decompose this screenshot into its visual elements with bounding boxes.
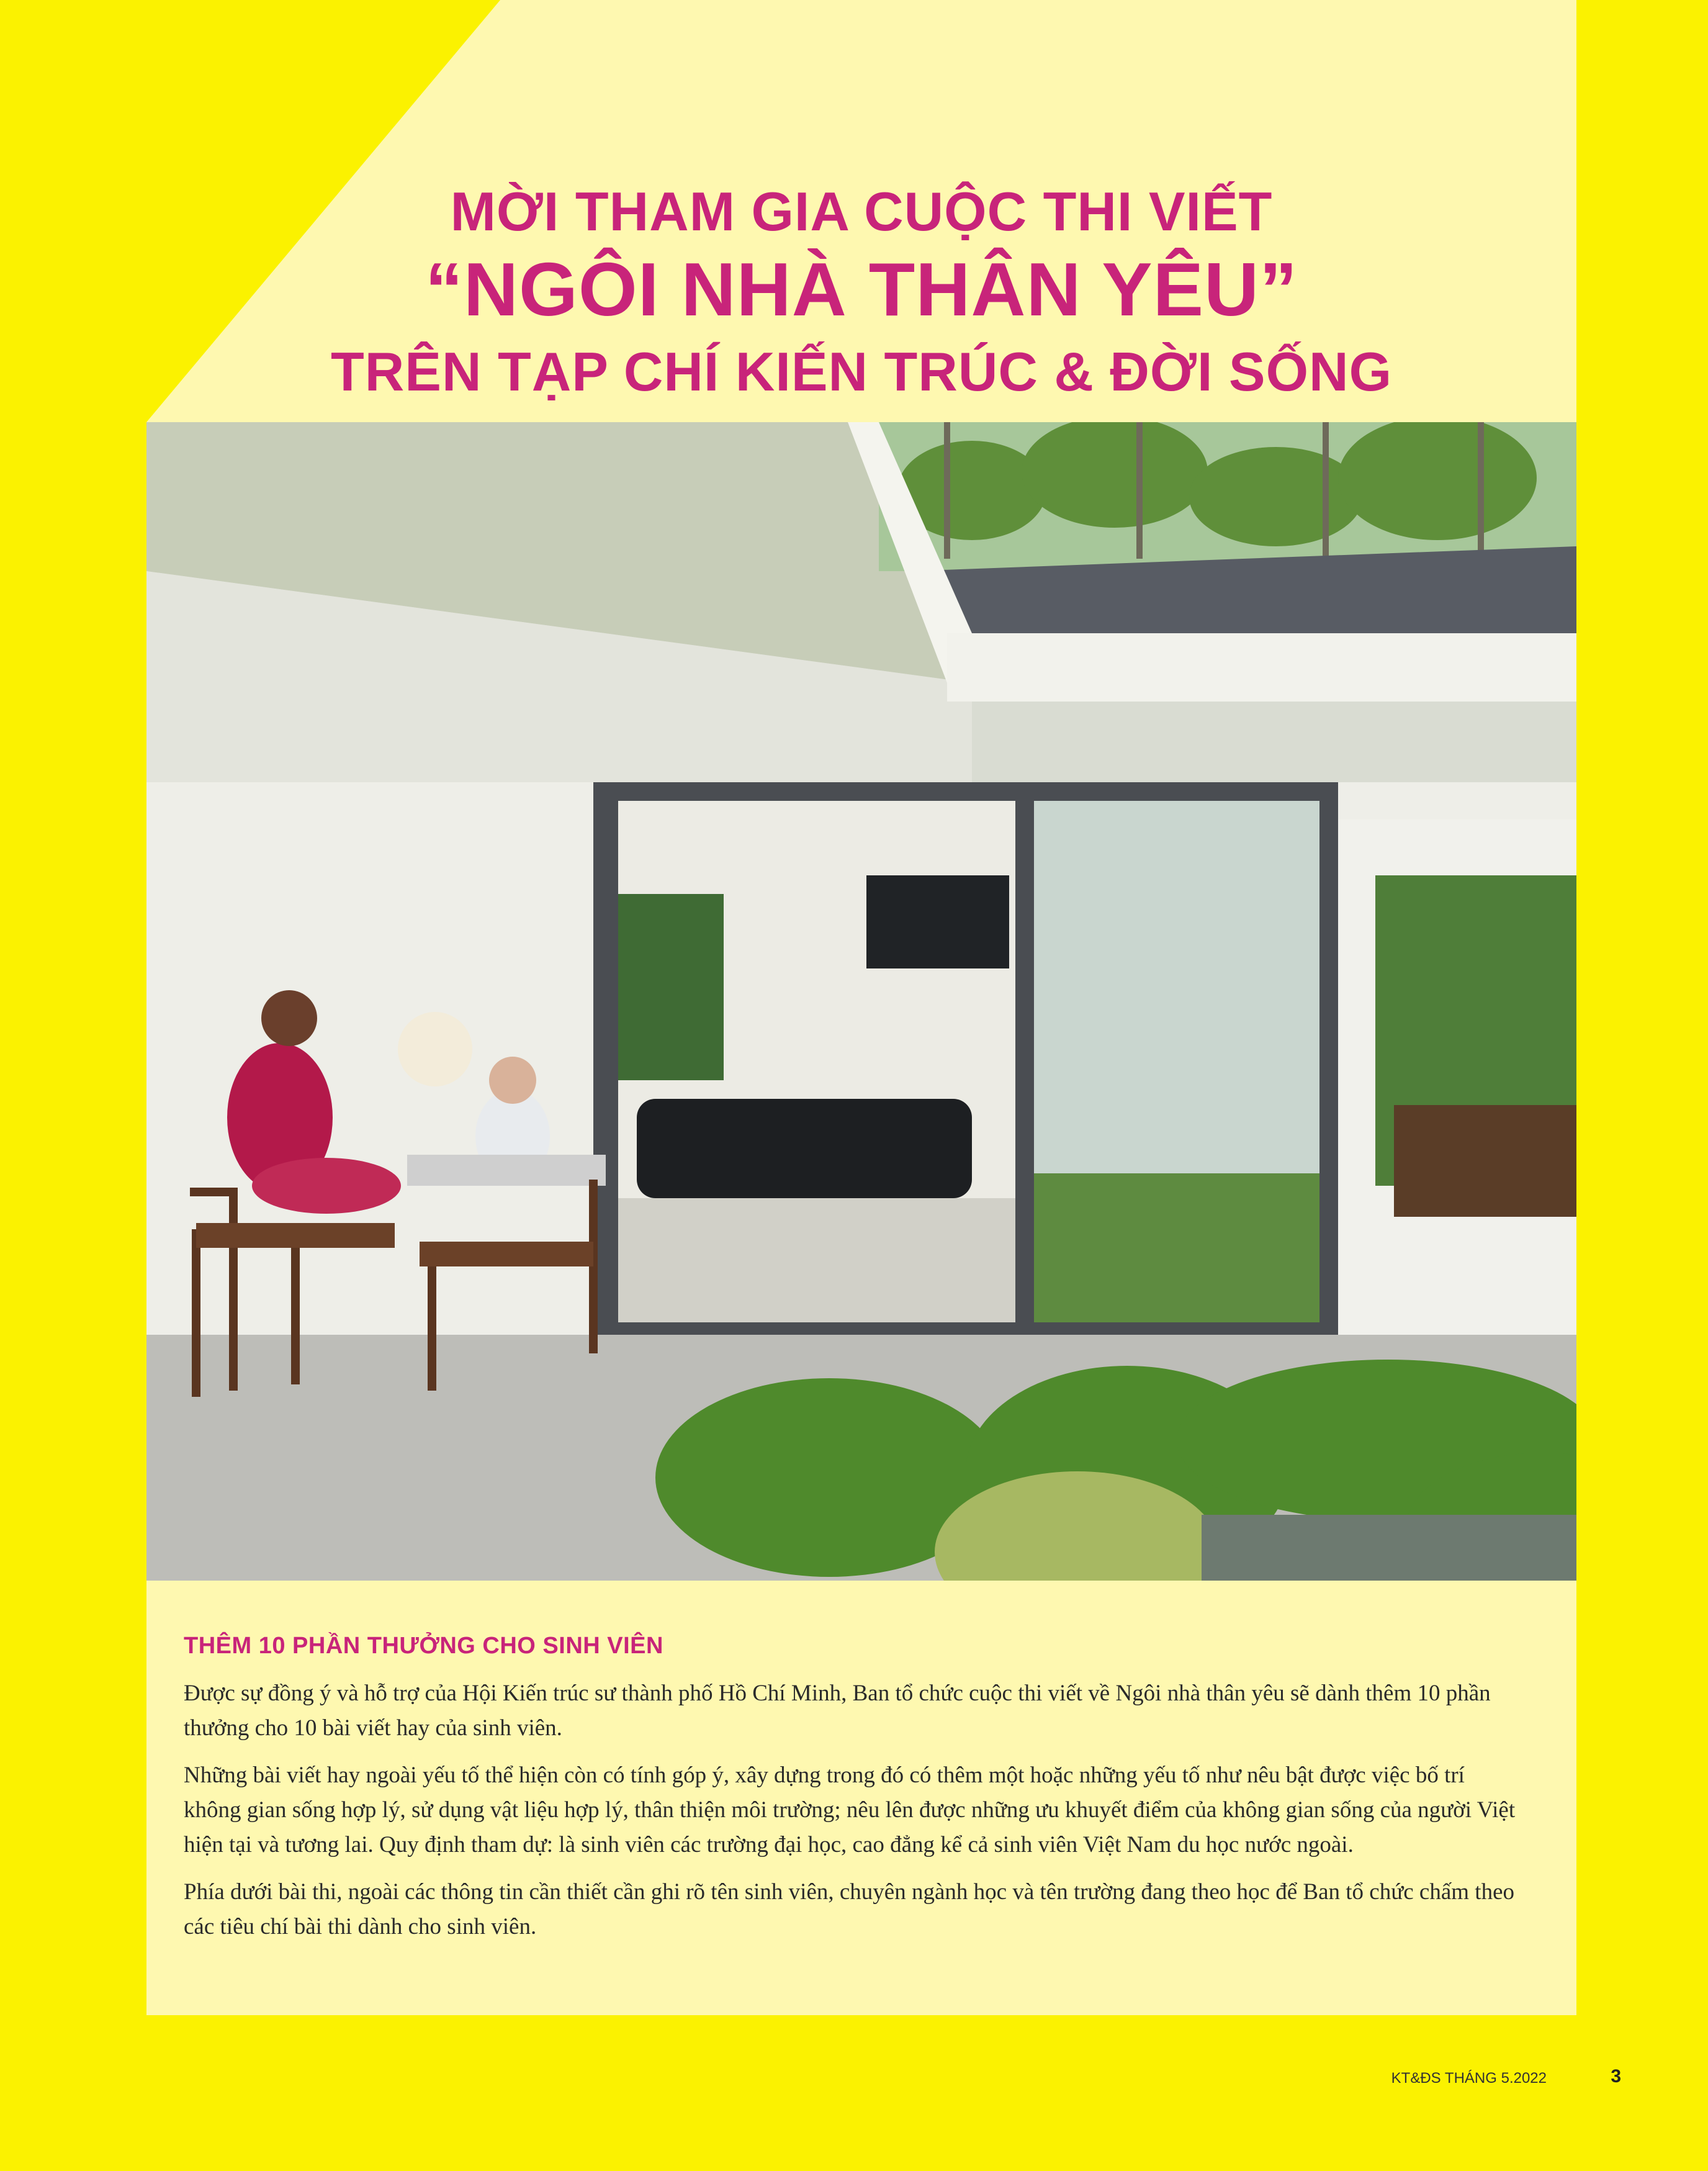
title-line-1: MỜI THAM GIA CUỘC THI VIẾT	[450, 181, 1273, 242]
paragraph-3: Phía dưới bài thi, ngoài các thông tin cần thiết cần ghi rõ tên sinh viên, chuyên ngành học và tên trường đang theo học để Ban tổ chức chấm theo các tiêu chí bài thi dành cho sinh viên.	[184, 1879, 1514, 1939]
house-photo	[146, 422, 1576, 1581]
issue-label: KT&ĐS THÁNG 5.2022	[1391, 2070, 1547, 2087]
page-number: 3	[1611, 2066, 1621, 2087]
article-body	[184, 1676, 1518, 1957]
title-line-3: TRÊN TẠP CHÍ KIẾN TRÚC & ĐỜI SỐNG	[330, 341, 1393, 402]
paragraph-1: Được sự đồng ý và hỗ trợ của Hội Kiến trúc sư thành phố Hồ Chí Minh, Ban tổ chức cuộc thi viết về Ngôi nhà thân yêu sẽ dành thêm 10 phần thưởng cho 10 bài viết hay của sinh viên.	[184, 1681, 1491, 1741]
section-heading: THÊM 10 PHẦN THƯỞNG CHO SINH VIÊN	[184, 1633, 663, 1659]
title-line-2: “NGÔI NHÀ THÂN YÊU”	[425, 247, 1298, 332]
paragraph-2: Những bài viết hay ngoài yếu tố thể hiện còn có tính góp ý, xây dựng trong đó có thêm một hoặc những yếu tố như nêu bật được việc bố trí không gian sống hợp lý, sử dụng vật liệu hợp lý, thân thiện môi trường; nêu lên được những ưu khuyết điểm của không gian sống của người Việt hiện tại và tương lai. Quy định tham dự: là sinh viên các trường đại học, cao đẳng kể cả sinh viên Việt Nam du học nước ngoài.	[184, 1763, 1516, 1857]
